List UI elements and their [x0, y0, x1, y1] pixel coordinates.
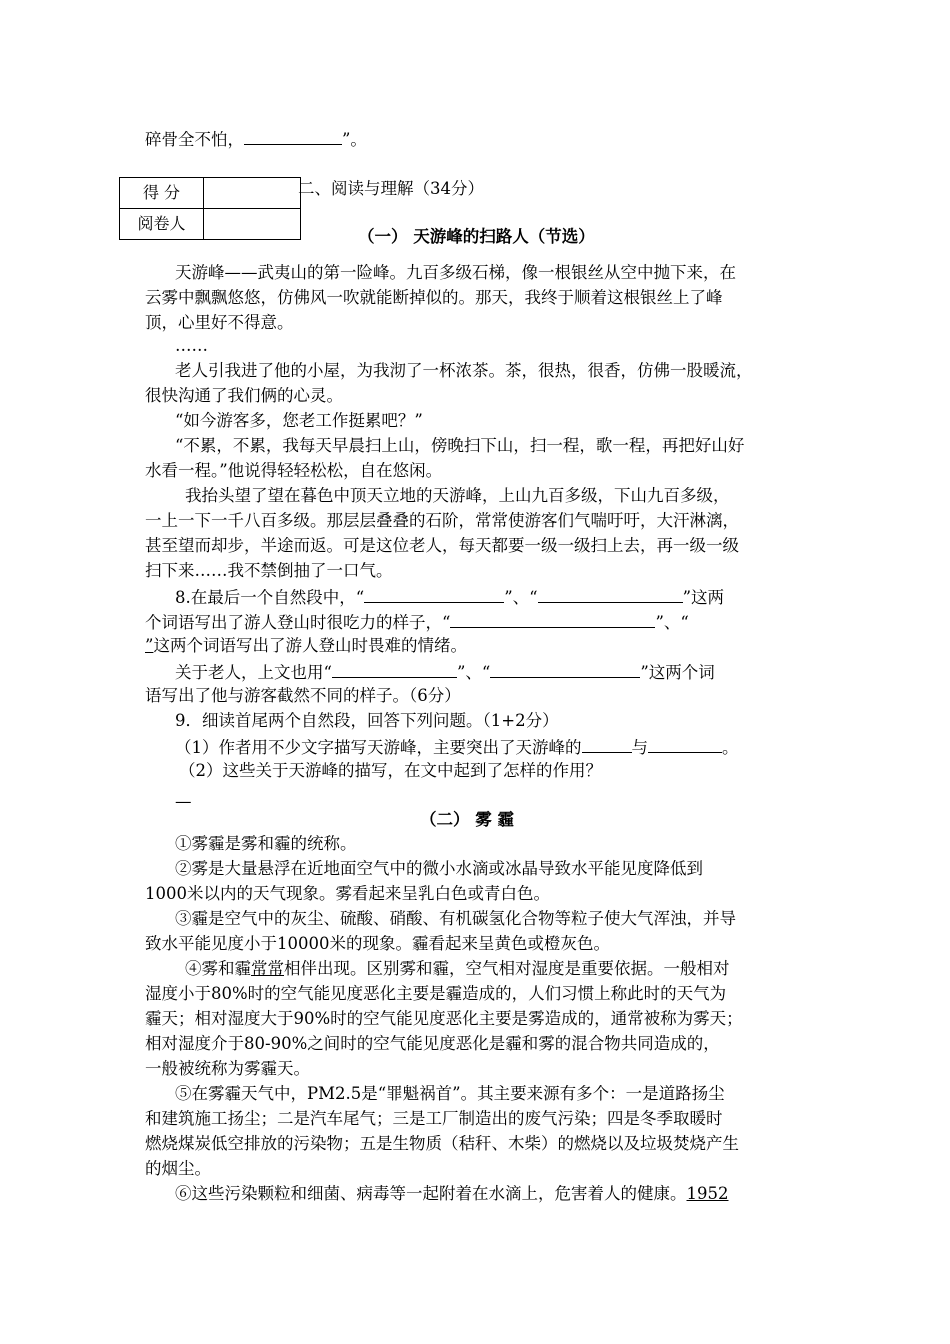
fog-p5-line-4: 的烟尘。	[145, 1159, 211, 1178]
fog-p5-line-1: ⑤在雾霾天气中，PM2.5是“罪魁祸首”。其主要来源有多个：一是道路扬尘	[175, 1084, 725, 1103]
fog-p1: ①雾霾是雾和霾的统称。	[175, 834, 357, 853]
p4-line-2: 水看一程。”他说得轻轻松松，自在悠闲。	[145, 461, 443, 480]
q8-blank-3[interactable]	[450, 609, 655, 628]
underlined-year: 1952	[686, 1184, 729, 1203]
p2-line-1: 老人引我进了他的小屋，为我沏了一杯浓茶。茶，很热，很香，仿佛一股暖流，	[175, 361, 753, 380]
p5-line-4: 扫下来……我不禁倒抽了一口气。	[145, 561, 393, 580]
p1-line-3: 顶，心里好不得意。	[145, 313, 294, 332]
top-line-end: ”。	[342, 130, 367, 149]
p5-line-3: 甚至望而却步，半途而返。可是这位老人，每天都要一级一级扫上去，再一级一级	[145, 536, 739, 555]
score-cell[interactable]	[204, 178, 301, 209]
fog-p5-line-3: 燃烧煤炭低空排放的污染物；五是生物质（秸秆、木柴）的燃烧以及垃圾焚烧产生	[145, 1134, 739, 1153]
q9-sub-1: （1）作者用不少文字描写天游峰，主要突出了天游峰的 与 。	[175, 734, 739, 760]
underlined-word: 常常	[251, 959, 284, 978]
p5-line-1: 我抬头望了望在暮色中顶天立地的天游峰，上山九百多级，下山九百多级，	[185, 486, 730, 505]
q8-line-1: 8.在最后一个自然段中，“ ”、“ ”这两	[175, 584, 724, 610]
reviewer-label: 阅卷人	[120, 209, 204, 240]
q8-blank-2[interactable]	[538, 584, 683, 603]
fog-p4-line-4: 相对湿度介于80-90%之间时的空气能见度恶化是霾和雾的混合物共同造成的，	[145, 1034, 720, 1053]
fog-p3-line-2: 致水平能见度小于10000米的现象。霾看起来呈黄色或橙灰色。	[145, 934, 610, 953]
ellipsis: ……	[175, 336, 208, 355]
fog-p4-line-1: ④雾和霾常常相伴出现。区别雾和霾，空气相对湿度是重要依据。一般相对	[185, 959, 730, 978]
section-heading: 二、阅读与理解（34分）	[298, 179, 484, 198]
q8-blank-1[interactable]	[364, 584, 504, 603]
q9-blank-2[interactable]	[648, 734, 722, 753]
reviewer-cell[interactable]	[204, 209, 301, 240]
passage2-title: （二） 雾 霾	[420, 810, 514, 829]
p1-line-2: 云雾中飘飘悠悠，仿佛风一吹就能断掉似的。那天，我终于顺着这根银丝上了峰	[145, 288, 723, 307]
answer-dash[interactable]: —	[175, 792, 192, 811]
q9-blank-1[interactable]	[582, 734, 632, 753]
fog-p4-line-5: 一般被统称为雾霾天。	[145, 1059, 310, 1078]
top-line	[145, 126, 367, 152]
q8-blank-6[interactable]	[490, 659, 640, 678]
fog-p2-line-2: 1000米以内的天气现象。雾看起来呈乳白色或青白色。	[145, 884, 550, 903]
fog-p5-line-2: 和建筑施工扬尘；二是汽车尾气；三是工厂制造出的废气污染；四是冬季取暖时	[145, 1109, 723, 1128]
fog-p2-line-1: ②雾是大量悬浮在近地面空气中的微小水滴或冰晶导致水平能见度降低到	[175, 859, 703, 878]
fog-p3-line-1: ③霾是空气中的灰尘、硫酸、硝酸、有机碳氢化合物等粒子使大气浑浊，并导	[175, 909, 736, 928]
fog-p4-line-3: 霾天；相对湿度大于90%时的空气能见度恶化主要是雾造成的，通常被称为雾天；	[145, 1009, 743, 1028]
passage1-title: （一） 天游峰的扫路人（节选）	[358, 227, 595, 246]
q9-stem: 9．细读首尾两个自然段，回答下列问题。（1+2分）	[175, 711, 559, 730]
q8-blank-5[interactable]	[332, 659, 457, 678]
q8-line-3: ”这两个词语写出了游人登山时畏难的情绪。	[145, 636, 467, 655]
fog-p4-line-2: 湿度小于80%时的空气能见度恶化主要是霾造成的，人们习惯上称此时的天气为	[145, 984, 727, 1003]
q8-line-5: 语写出了他与游客截然不同的样子。（6分）	[145, 686, 461, 705]
answer-blank[interactable]	[244, 126, 342, 145]
q8-blank-4[interactable]: ”	[145, 636, 154, 655]
p1-line-1: 天游峰——武夷山的第一险峰。九百多级石梯，像一根银丝从空中抛下来，在	[175, 263, 736, 282]
p2-line-2: 很快沟通了我们俩的心灵。	[145, 386, 343, 405]
q9-sub-2: （2）这些关于天游峰的描写，在文中起到了怎样的作用？	[179, 761, 602, 780]
fog-p6-line-1: ⑥这些污染颗粒和细菌、病毒等一起附着在水滴上，危害着人的健康。1952	[175, 1184, 729, 1203]
p4-line-1: “不累，不累，我每天早晨扫上山，傍晚扫下山，扫一程，歌一程，再把好山好	[175, 436, 745, 455]
p5-line-2: 一上一下一千八百多级。那层层叠叠的石阶，常常使游客们气喘吁吁，大汗淋漓，	[145, 511, 739, 530]
q8-line-4: 关于老人，上文也用“ ”、“ ”这两个词	[175, 659, 715, 685]
top-line-text: 碎骨全不怕，	[145, 130, 244, 149]
p3-line: “如今游客多，您老工作挺累吧？”	[175, 411, 423, 430]
score-label: 得 分	[120, 178, 204, 209]
q8-line-2: 个词语写出了游人登山时很吃力的样子，“ ”、“	[145, 609, 689, 635]
score-table	[119, 177, 301, 240]
